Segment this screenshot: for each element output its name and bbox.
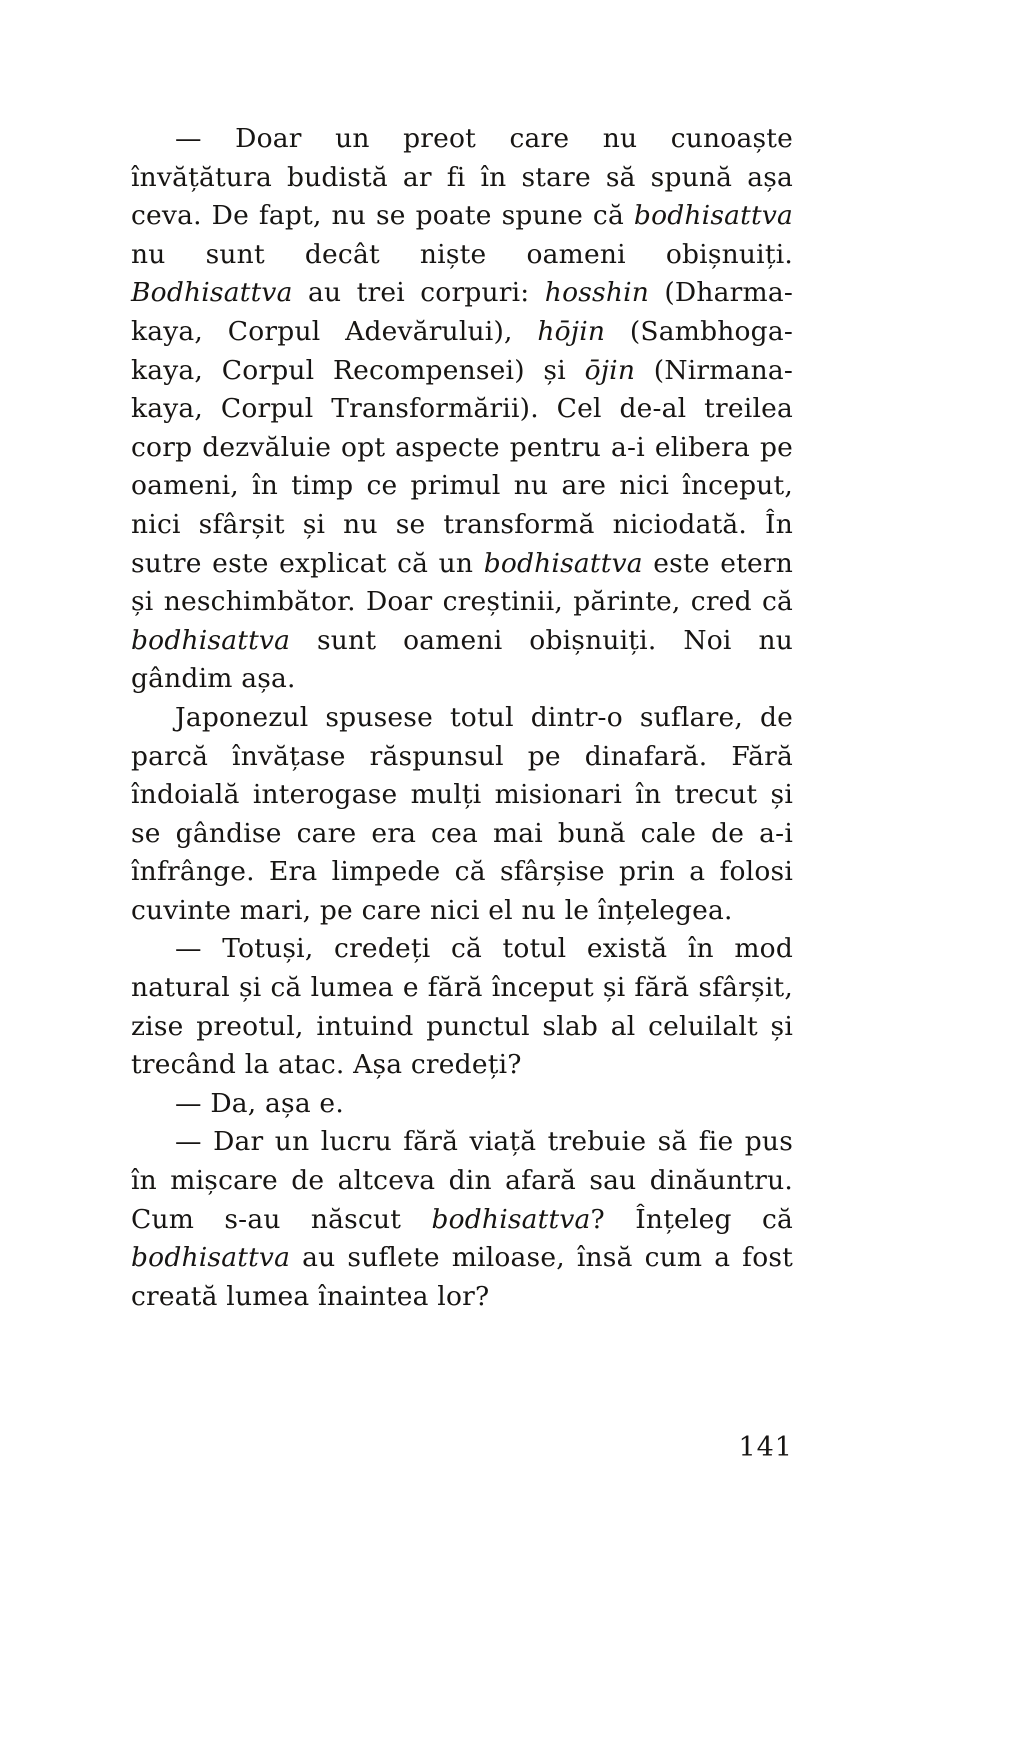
body-text: ? Înțeleg că	[590, 1203, 793, 1235]
body-text: (Dharma-kaya, Corpul Adevărului),	[131, 277, 793, 347]
body-text: au trei corpuri:	[292, 277, 545, 309]
italic-text: bodhisattva	[633, 200, 793, 232]
paragraph	[131, 699, 793, 931]
body-text: au suflete miloase, însă cum a fost creată lumea înaintea lor?	[131, 1242, 793, 1312]
body-text: — Dar un lucru fără viață trebuie să fie pus în mișcare de altceva din afară sau dinăuntru. Cum s-au născut	[131, 1126, 793, 1235]
page-number: 141	[738, 1432, 793, 1463]
italic-text: Bodhisattva	[131, 277, 293, 309]
body-text: sunt oameni obișnuiți. Noi nu gândim așa.	[131, 624, 793, 695]
text-block	[131, 120, 793, 1316]
body-text: — Da, așa e.	[175, 1087, 344, 1119]
paragraph	[131, 120, 793, 699]
body-text: Japonezul spusese totul dintr-o suflare, de parcă învățase răspunsul pe dinafară. Fără îndoială interogase mulți misionari în trecut și se gândise care era cea mai bună cale de a-i înfrânge. Era limpede că sfârșise prin a folosi cuvinte mari, pe care nici el nu le înțelegea.	[131, 701, 793, 926]
italic-text: hōjin	[537, 315, 606, 347]
body-text: — Totuși, credeți că totul există în mod natural și că lumea e fără început și fără sfârșit, zise preotul, intuind punctul slab al celuilalt și trecând la atac. Așa credeți?	[131, 933, 793, 1081]
paragraph	[131, 930, 793, 1084]
body-text: — Doar un preot care nu cunoaște învățătura budistă ar fi în stare să spună așa ceva. De fapt, nu se poate spune că	[131, 123, 793, 232]
italic-text: bodhisattva	[131, 1242, 291, 1274]
paragraph	[131, 1123, 793, 1316]
body-text: nu sunt decât niște oameni obișnuiți.	[131, 238, 793, 270]
paragraph	[131, 1085, 793, 1124]
italic-text: bodhisattva	[483, 547, 643, 579]
body-text: este etern și neschimbător. Doar creștinii, părinte, cred că	[131, 547, 793, 618]
body-text: (Nirmana-kaya, Corpul Transformării). Cel de-al treilea corp dezvăluie opt aspecte pentru a-i elibera pe oameni, în timp ce primul nu are nici început, nici sfârșit și nu se transformă niciodată. În sutre este explicat că un	[131, 354, 793, 579]
italic-text: bodhisattva	[131, 624, 291, 656]
italic-text: ōjin	[584, 354, 636, 386]
italic-text: bodhisattva	[431, 1203, 591, 1235]
body-text: (Sambhoga-kaya, Corpul Recompensei) și	[131, 315, 794, 386]
italic-text: hosshin	[544, 277, 650, 309]
